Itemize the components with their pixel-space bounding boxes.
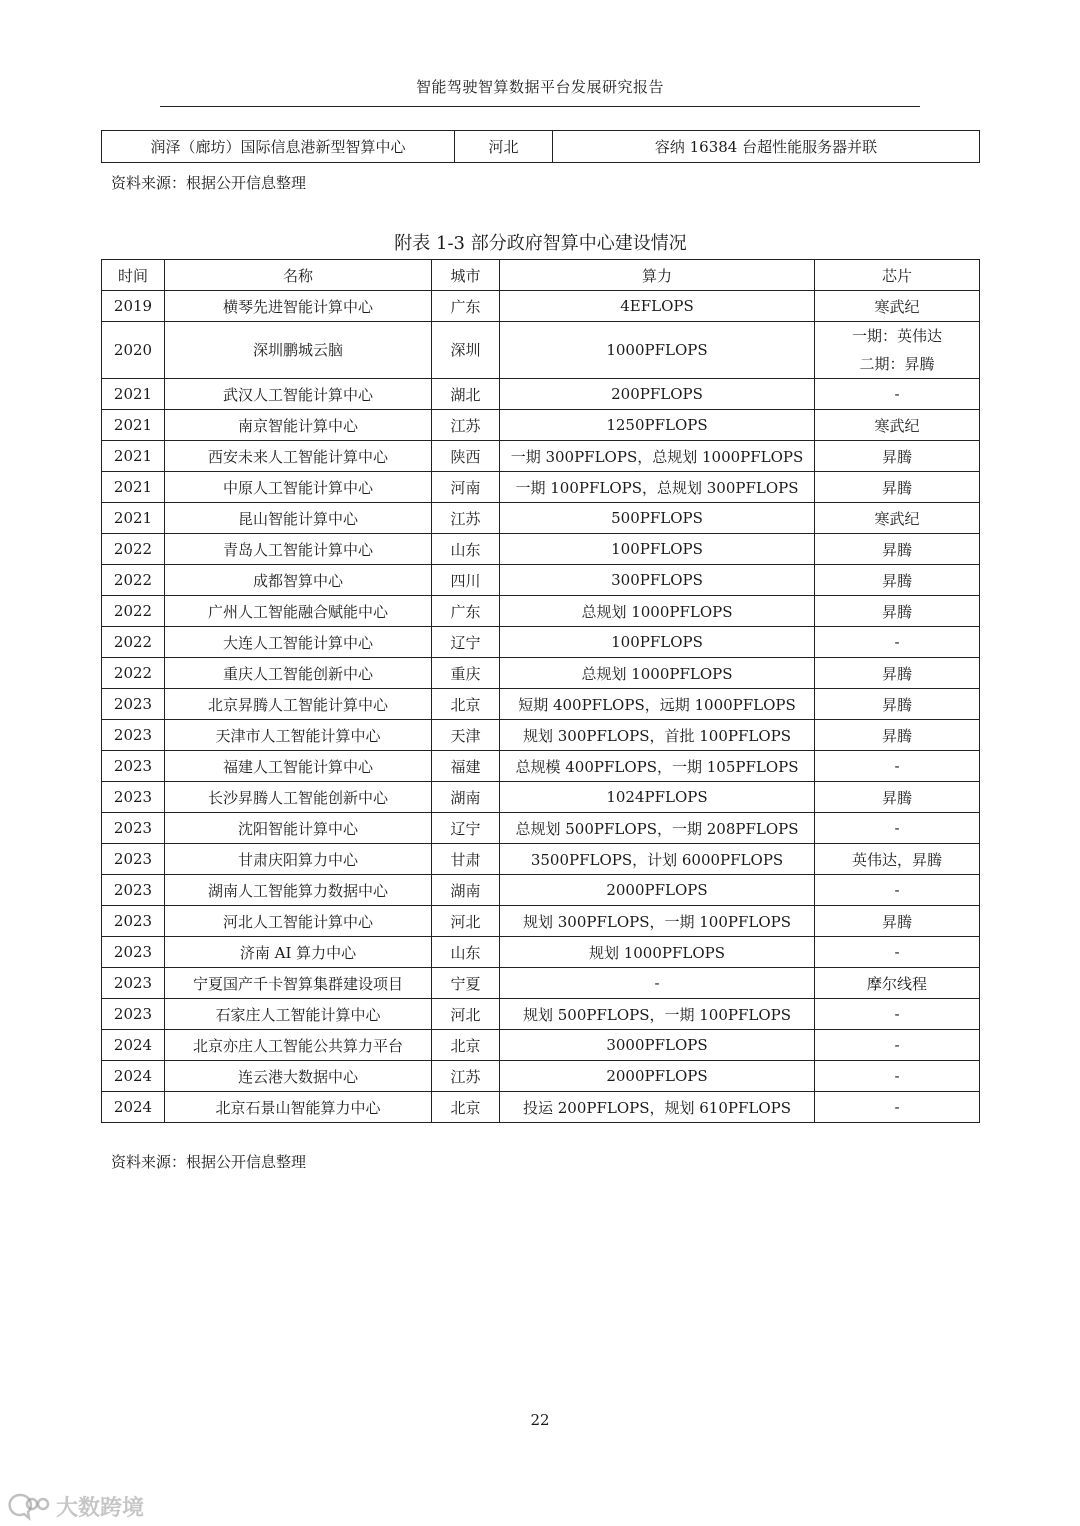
cell-chip: 昇腾	[815, 782, 980, 813]
cell-chip: 昇腾	[815, 565, 980, 596]
header-compute: 算力	[500, 260, 815, 291]
cell-compute: 4EFLOPS	[500, 291, 815, 322]
table-row	[102, 782, 980, 813]
cell-chip: -	[815, 1061, 980, 1092]
cell-compute: 2000PFLOPS	[500, 1061, 815, 1092]
cell-city: 甘肃	[432, 844, 500, 875]
table-row	[102, 937, 980, 968]
table-row	[102, 1061, 980, 1092]
cell-year: 2022	[102, 565, 165, 596]
cell-year: 2024	[102, 1030, 165, 1061]
cell-name: 昆山智能计算中心	[165, 503, 432, 534]
chip-line: 一期：英伟达	[851, 327, 942, 345]
cell-name: 北京石景山智能算力中心	[165, 1092, 432, 1123]
cell-compute: 3000PFLOPS	[500, 1030, 815, 1061]
table-row	[102, 720, 980, 751]
cell-chip: -	[815, 999, 980, 1030]
cell-year: 2023	[102, 689, 165, 720]
cell-city: 深圳	[432, 322, 500, 379]
cell-year: 2023	[102, 720, 165, 751]
cell-name: 石家庄人工智能计算中心	[165, 999, 432, 1030]
cell-city: 山东	[432, 534, 500, 565]
cell-chip: 英伟达，昇腾	[815, 844, 980, 875]
table-row	[102, 534, 980, 565]
cell-compute: 1000PFLOPS	[500, 322, 815, 379]
cell-city: 四川	[432, 565, 500, 596]
cell-compute: 300PFLOPS	[500, 565, 815, 596]
cell-year: 2022	[102, 658, 165, 689]
table-row	[102, 410, 980, 441]
cell-name: 中原人工智能计算中心	[165, 472, 432, 503]
cell-compute: 规划 500PFLOPS，一期 100PFLOPS	[500, 999, 815, 1030]
cell-name: 连云港大数据中心	[165, 1061, 432, 1092]
cell-name: 青岛人工智能计算中心	[165, 534, 432, 565]
header-name: 名称	[165, 260, 432, 291]
table-row	[102, 565, 980, 596]
cell-compute: 一期 300PFLOPS，总规划 1000PFLOPS	[500, 441, 815, 472]
cell-chip: 寒武纪	[815, 291, 980, 322]
cell-compute: 容纳 16384 台超性能服务器并联	[553, 131, 980, 163]
cell-city: 江苏	[432, 503, 500, 534]
table-source-note: 资料来源：根据公开信息整理	[111, 174, 307, 192]
cell-name: 横琴先进智能计算中心	[165, 291, 432, 322]
cell-name: 北京亦庄人工智能公共算力平台	[165, 1030, 432, 1061]
table-source-note: 资料来源：根据公开信息整理	[111, 1153, 307, 1171]
cell-compute: 投运 200PFLOPS，规划 610PFLOPS	[500, 1092, 815, 1123]
cell-year: 2021	[102, 379, 165, 410]
cell-year: 2021	[102, 503, 165, 534]
table-row	[102, 322, 980, 379]
cell-region: 河北	[455, 131, 553, 163]
table-header-row	[102, 260, 980, 291]
cell-year: 2021	[102, 410, 165, 441]
cell-chip: -	[815, 875, 980, 906]
cell-name: 河北人工智能计算中心	[165, 906, 432, 937]
cell-year: 2021	[102, 441, 165, 472]
table-row	[102, 1092, 980, 1123]
cell-name: 天津市人工智能计算中心	[165, 720, 432, 751]
cell-name: 重庆人工智能创新中心	[165, 658, 432, 689]
cell-year: 2019	[102, 291, 165, 322]
cell-chip	[815, 322, 980, 379]
cell-year: 2023	[102, 875, 165, 906]
table-row	[102, 751, 980, 782]
cell-city: 天津	[432, 720, 500, 751]
cell-year: 2023	[102, 906, 165, 937]
chip-line: 二期：昇腾	[859, 355, 935, 373]
header-year: 时间	[102, 260, 165, 291]
cell-year: 2024	[102, 1061, 165, 1092]
cell-name: 大连人工智能计算中心	[165, 627, 432, 658]
table-row	[102, 472, 980, 503]
cell-city: 广东	[432, 596, 500, 627]
watermark-text: 大数跨境	[56, 1495, 145, 1521]
cell-city: 湖南	[432, 782, 500, 813]
table-row	[102, 291, 980, 322]
table-row	[102, 813, 980, 844]
cell-city: 河北	[432, 906, 500, 937]
cell-city: 湖北	[432, 379, 500, 410]
cell-chip: 昇腾	[815, 906, 980, 937]
cell-chip: -	[815, 751, 980, 782]
cell-chip: 昇腾	[815, 472, 980, 503]
cell-compute: 2000PFLOPS	[500, 875, 815, 906]
table-row	[102, 906, 980, 937]
table-row	[102, 379, 980, 410]
cell-chip: -	[815, 627, 980, 658]
cell-name: 福建人工智能计算中心	[165, 751, 432, 782]
cell-compute: 200PFLOPS	[500, 379, 815, 410]
cell-year: 2021	[102, 472, 165, 503]
cell-city: 福建	[432, 751, 500, 782]
table-row	[102, 1030, 980, 1061]
table-row	[102, 441, 980, 472]
page-header-title: 智能驾驶智算数据平台发展研究报告	[415, 78, 664, 96]
cell-compute: 1250PFLOPS	[500, 410, 815, 441]
cell-chip: 寒武纪	[815, 503, 980, 534]
cell-chip: -	[815, 1092, 980, 1123]
cell-year: 2023	[102, 937, 165, 968]
cell-city: 湖南	[432, 875, 500, 906]
cell-compute: 3500PFLOPS，计划 6000PFLOPS	[500, 844, 815, 875]
cell-city: 河北	[432, 999, 500, 1030]
table-row	[102, 844, 980, 875]
cell-city: 北京	[432, 689, 500, 720]
cell-chip: 寒武纪	[815, 410, 980, 441]
cell-name: 深圳鹏城云脑	[165, 322, 432, 379]
cell-year: 2022	[102, 627, 165, 658]
table-row	[102, 503, 980, 534]
cell-chip: 昇腾	[815, 689, 980, 720]
cell-year: 2023	[102, 844, 165, 875]
cell-name: 成都智算中心	[165, 565, 432, 596]
cell-city: 广东	[432, 291, 500, 322]
cell-compute: 总规模 400PFLOPS，一期 105PFLOPS	[500, 751, 815, 782]
cell-compute: 短期 400PFLOPS，远期 1000PFLOPS	[500, 689, 815, 720]
cell-chip: 昇腾	[815, 534, 980, 565]
cell-city: 江苏	[432, 410, 500, 441]
chat-bubble-logo-icon	[6, 1491, 50, 1521]
page-number: 22	[530, 1411, 550, 1429]
cell-name: 南京智能计算中心	[165, 410, 432, 441]
cell-compute: 100PFLOPS	[500, 534, 815, 565]
cell-name: 北京昇腾人工智能计算中心	[165, 689, 432, 720]
cell-compute: 500PFLOPS	[500, 503, 815, 534]
cell-year: 2023	[102, 782, 165, 813]
cell-compute: 一期 100PFLOPS，总规划 300PFLOPS	[500, 472, 815, 503]
cell-name: 武汉人工智能计算中心	[165, 379, 432, 410]
cell-city: 河南	[432, 472, 500, 503]
watermark	[6, 1488, 144, 1524]
cell-city: 山东	[432, 937, 500, 968]
cell-compute: 总规划 500PFLOPS，一期 208PFLOPS	[500, 813, 815, 844]
continued-table	[101, 130, 980, 163]
cell-city: 宁夏	[432, 968, 500, 999]
cell-compute: 总规划 1000PFLOPS	[500, 596, 815, 627]
cell-chip: -	[815, 379, 980, 410]
cell-name: 甘肃庆阳算力中心	[165, 844, 432, 875]
table-row	[102, 596, 980, 627]
table-row	[102, 627, 980, 658]
cell-chip: 昇腾	[815, 658, 980, 689]
cell-year: 2022	[102, 596, 165, 627]
cell-name: 长沙昇腾人工智能创新中心	[165, 782, 432, 813]
cell-year: 2020	[102, 322, 165, 379]
header-chip: 芯片	[815, 260, 980, 291]
cell-year: 2022	[102, 534, 165, 565]
cell-city: 陕西	[432, 441, 500, 472]
cell-compute: 规划 1000PFLOPS	[500, 937, 815, 968]
header-rule	[160, 106, 920, 107]
cell-chip: -	[815, 937, 980, 968]
cell-chip: 昇腾	[815, 596, 980, 627]
cell-city: 辽宁	[432, 627, 500, 658]
cell-year: 2023	[102, 968, 165, 999]
cell-name: 广州人工智能融合赋能中心	[165, 596, 432, 627]
table-row	[102, 999, 980, 1030]
cell-chip: -	[815, 813, 980, 844]
cell-name: 宁夏国产千卡智算集群建设项目	[165, 968, 432, 999]
cell-year: 2023	[102, 999, 165, 1030]
cell-compute: -	[500, 968, 815, 999]
cell-compute: 规划 300PFLOPS，一期 100PFLOPS	[500, 906, 815, 937]
table-row	[102, 658, 980, 689]
cell-city: 辽宁	[432, 813, 500, 844]
cell-year: 2023	[102, 813, 165, 844]
cell-city: 北京	[432, 1092, 500, 1123]
table-row	[102, 689, 980, 720]
cell-city: 江苏	[432, 1061, 500, 1092]
cell-name: 西安未来人工智能计算中心	[165, 441, 432, 472]
cell-name: 湖南人工智能算力数据中心	[165, 875, 432, 906]
table-row	[102, 131, 980, 163]
cell-compute: 规划 300PFLOPS，首批 100PFLOPS	[500, 720, 815, 751]
cell-year: 2023	[102, 751, 165, 782]
cell-year: 2024	[102, 1092, 165, 1123]
cell-chip: 摩尔线程	[815, 968, 980, 999]
cell-name: 济南 AI 算力中心	[165, 937, 432, 968]
cell-compute: 总规划 1000PFLOPS	[500, 658, 815, 689]
cell-chip: 昇腾	[815, 441, 980, 472]
cell-chip: 昇腾	[815, 720, 980, 751]
table-caption: 附表 1-3 部分政府智算中心建设情况	[394, 233, 687, 254]
header-city: 城市	[432, 260, 500, 291]
cell-chip: -	[815, 1030, 980, 1061]
cell-name: 沈阳智能计算中心	[165, 813, 432, 844]
cell-name: 润泽（廊坊）国际信息港新型智算中心	[102, 131, 455, 163]
cell-city: 重庆	[432, 658, 500, 689]
data-table	[101, 259, 980, 1123]
cell-compute: 1024PFLOPS	[500, 782, 815, 813]
cell-city: 北京	[432, 1030, 500, 1061]
table-row	[102, 875, 980, 906]
cell-compute: 100PFLOPS	[500, 627, 815, 658]
table-row	[102, 968, 980, 999]
